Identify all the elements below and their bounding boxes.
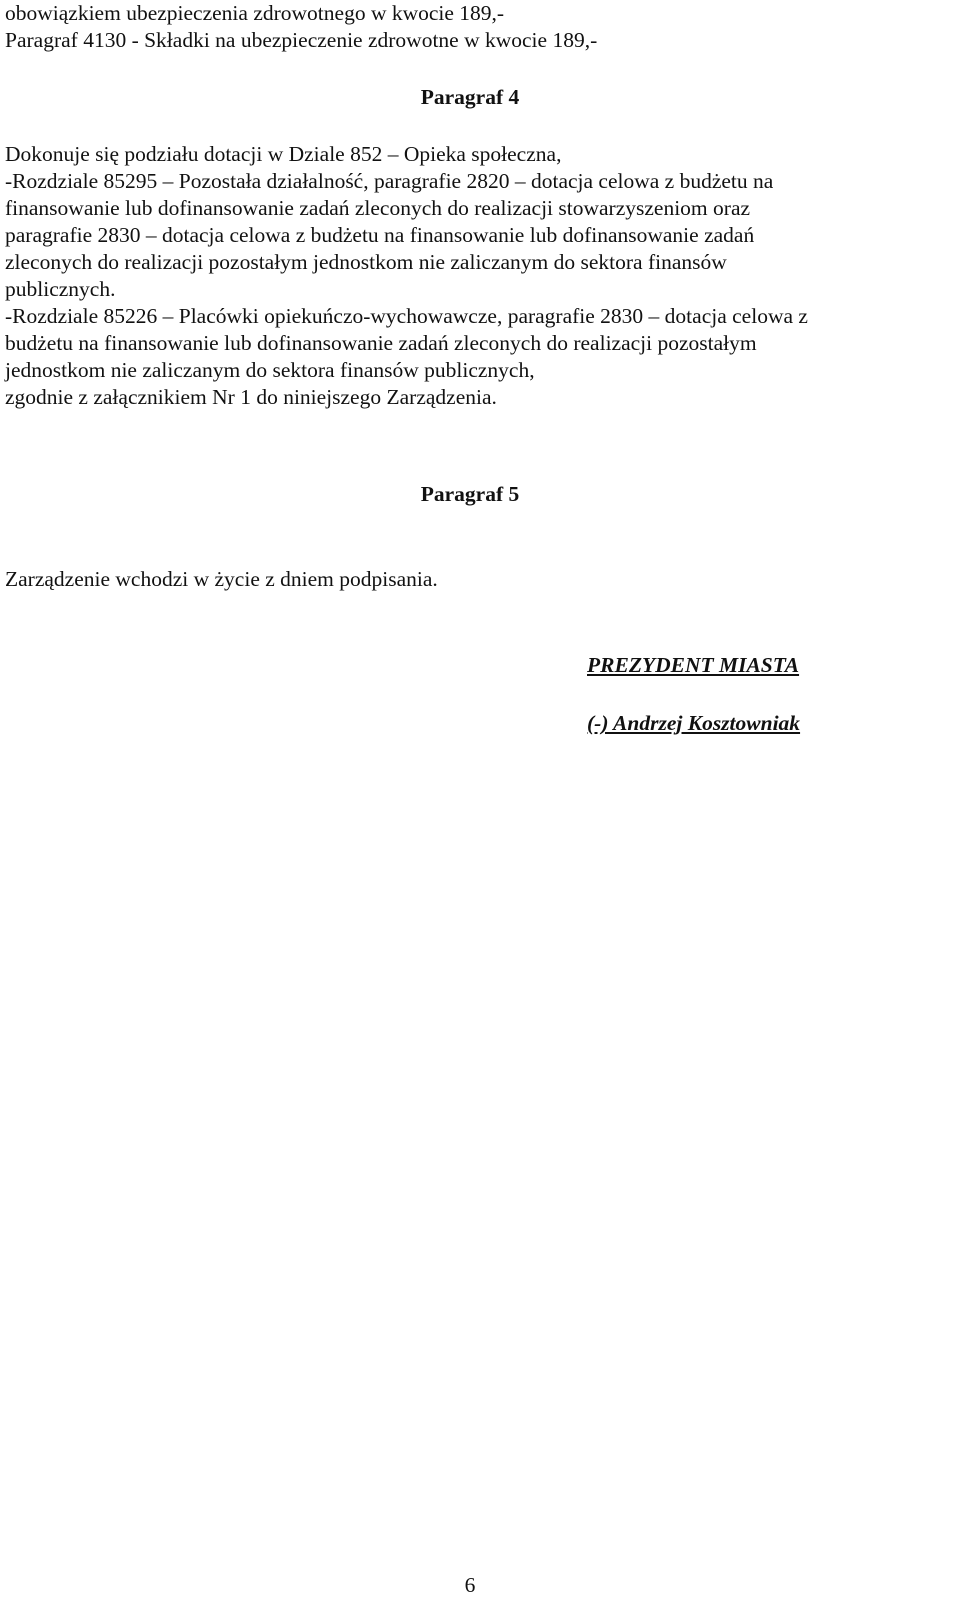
- signature-title-text: PREZYDENT MIASTA: [587, 653, 800, 677]
- signature-name: [587, 710, 800, 737]
- text-line: obowiązkiem ubezpieczenia zdrowotnego w kwocie 189,-: [5, 1, 505, 25]
- text-line: Paragraf 4130 - Składki na ubezpieczenie zdrowotne w kwocie 189,-: [5, 28, 598, 52]
- text-line: zleconych do realizacji pozostałym jednostkom nie zaliczanym do sektora finansów: [5, 250, 727, 274]
- section-heading-paragraf-5: Paragraf 5: [420, 482, 520, 506]
- signature-title: [587, 652, 799, 679]
- text-line: budżetu na finansowanie lub dofinansowanie zadań zleconych do realizacji pozostałym: [5, 331, 757, 355]
- text-line: paragrafie 2830 – dotacja celowa z budżetu na finansowanie lub dofinansowanie zadań: [5, 223, 755, 247]
- signature-name-text: (-) Andrzej Kosztowniak: [587, 711, 801, 735]
- text-line: publicznych.: [5, 277, 116, 301]
- text-line: zgodnie z załącznikiem Nr 1 do niniejszego Zarządzenia.: [5, 385, 497, 409]
- text-line: Dokonuje się podziału dotacji w Dziale 852 – Opieka społeczna,: [5, 142, 562, 166]
- text-line: finansowanie lub dofinansowanie zadań zleconych do realizacji stowarzyszeniom oraz: [5, 196, 751, 220]
- text-line: jednostkom nie zaliczanym do sektora finansów publicznych,: [5, 358, 535, 382]
- text-line: -Rozdziale 85295 – Pozostała działalność, paragrafie 2820 – dotacja celowa z budżetu na: [5, 169, 774, 193]
- section-heading-paragraf-4: Paragraf 4: [420, 85, 520, 109]
- text-line: -Rozdziale 85226 – Placówki opiekuńczo-wychowawcze, paragrafie 2830 – dotacja celowa z: [5, 304, 808, 328]
- page-number: 6: [464, 1573, 476, 1597]
- paragraph-5-text: Zarządzenie wchodzi w życie z dniem podpisania.: [5, 567, 438, 591]
